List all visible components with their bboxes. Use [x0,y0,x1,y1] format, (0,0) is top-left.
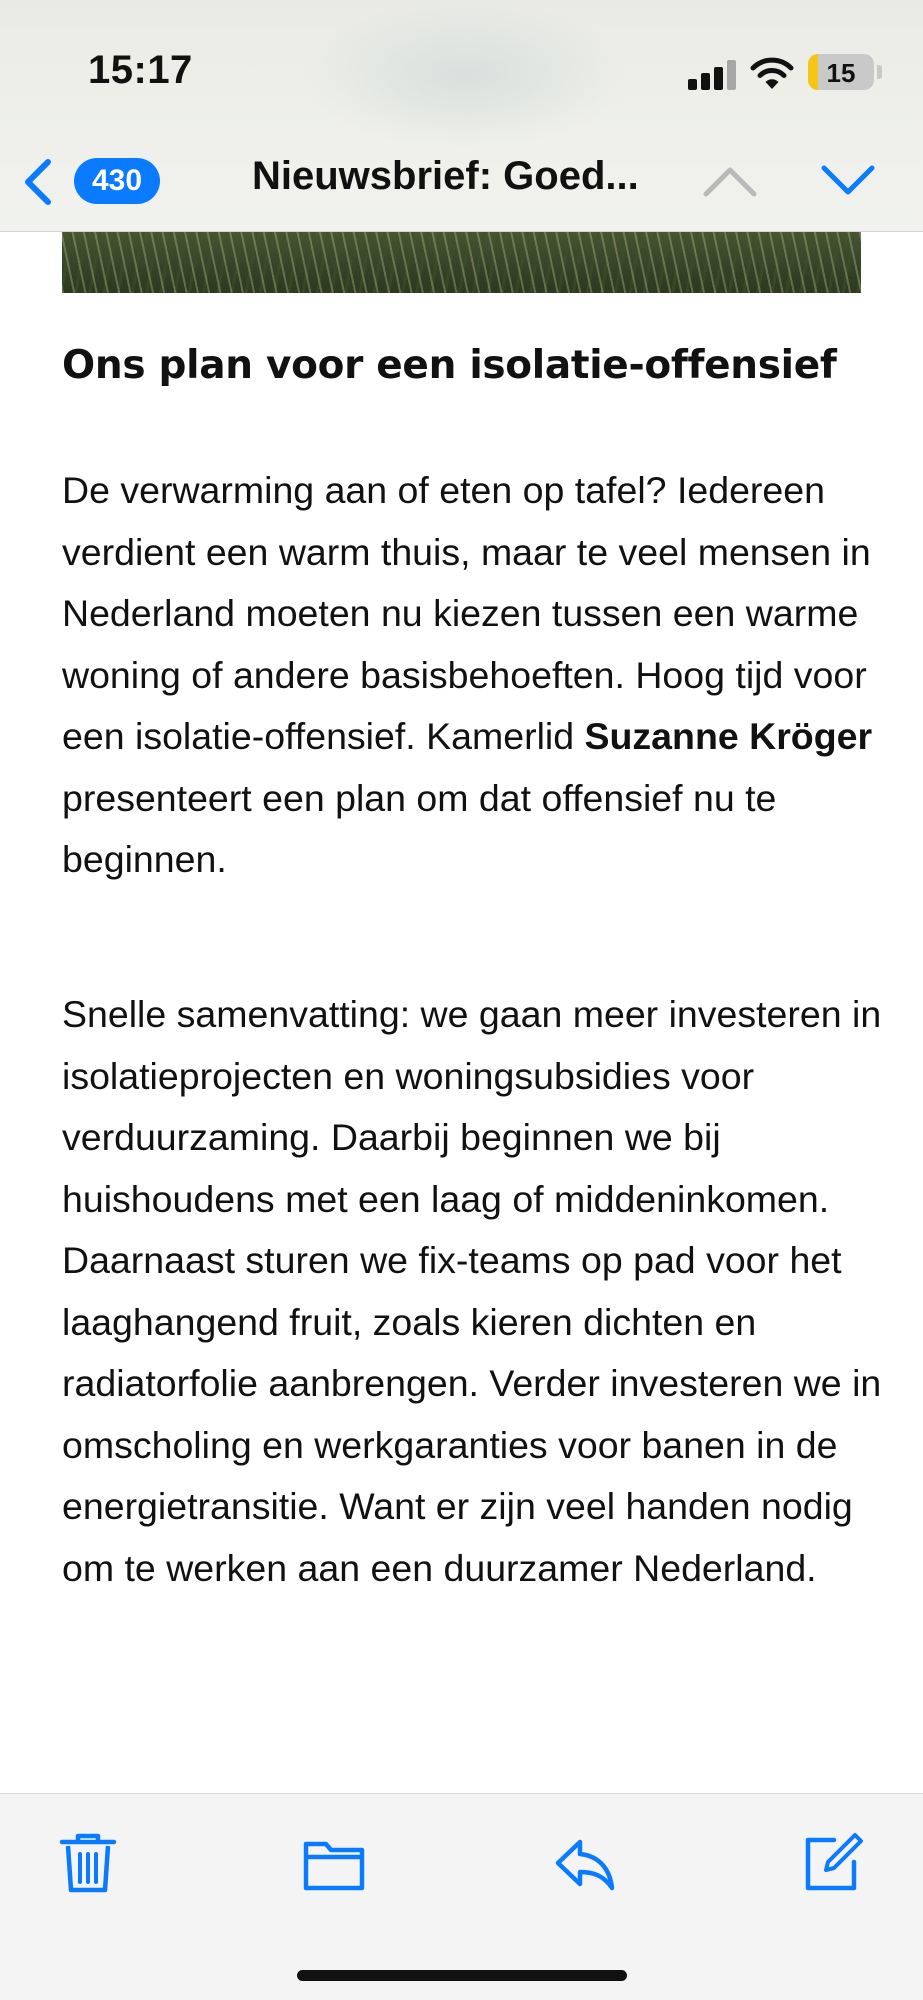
compose-icon[interactable] [800,1830,864,1896]
chevron-up-icon[interactable] [702,160,758,200]
email-subject-title: Nieuwsbrief: Goed... [252,154,639,198]
folder-icon[interactable] [302,1830,366,1896]
signal-bar [714,67,723,90]
status-time: 15:17 [88,48,193,92]
top-chrome [0,0,923,232]
back-button[interactable] [14,152,164,212]
email-headline: Ons plan voor een isolatie-offensief [62,343,837,388]
trash-icon[interactable] [56,1830,120,1896]
navigation-bar [0,130,923,230]
email-paragraph-1 [62,460,892,891]
battery-level: 15 [826,58,856,88]
signal-bar [701,73,710,90]
reply-icon[interactable] [552,1830,616,1896]
chevron-down-icon[interactable] [820,160,876,200]
paragraph-1-bold-name: Suzanne Kröger [584,715,873,757]
wifi-icon [750,56,794,90]
signal-bar [688,79,697,90]
status-bar [0,0,923,130]
cellular-signal-icon [688,60,736,90]
home-indicator[interactable] [297,1970,627,1981]
bottom-toolbar [0,1793,923,2000]
battery-icon [808,54,874,90]
signal-bar [727,60,736,90]
email-paragraph-2: Snelle samenvatting: we gaan meer investeren in isolatieprojecten en woningsubsidies voor verduurzaming. Daarbij beginnen we bij huishoudens met een laag of middeninkomen. Daarnaast sturen we fix-teams op pad voor het laaghangend fruit, zoals kieren dichten en radiatorfolie aanbrengen. Verder investeren we in omscholing en werkgaranties voor banen in de energietransitie. Want er zijn veel handen nodig om te werken aan een duurzamer Nederland. [62,993,882,1589]
paragraph-1-text-start: De verwarming aan of eten op tafel? Iedereen verdient een warm thuis, maar te veel mensen in Nederland moeten nu kiezen tussen een warme woning of andere basisbehoeften. Hoog tijd voor een isolatie-offensief. Kamerlid [62,469,871,757]
paragraph-1-text-end: presenteert een plan om dat offensief nu te beginnen. [62,776,777,880]
unread-count-badge: 430 [74,158,160,204]
chevron-left-icon [20,156,56,208]
battery-tip [877,65,882,79]
